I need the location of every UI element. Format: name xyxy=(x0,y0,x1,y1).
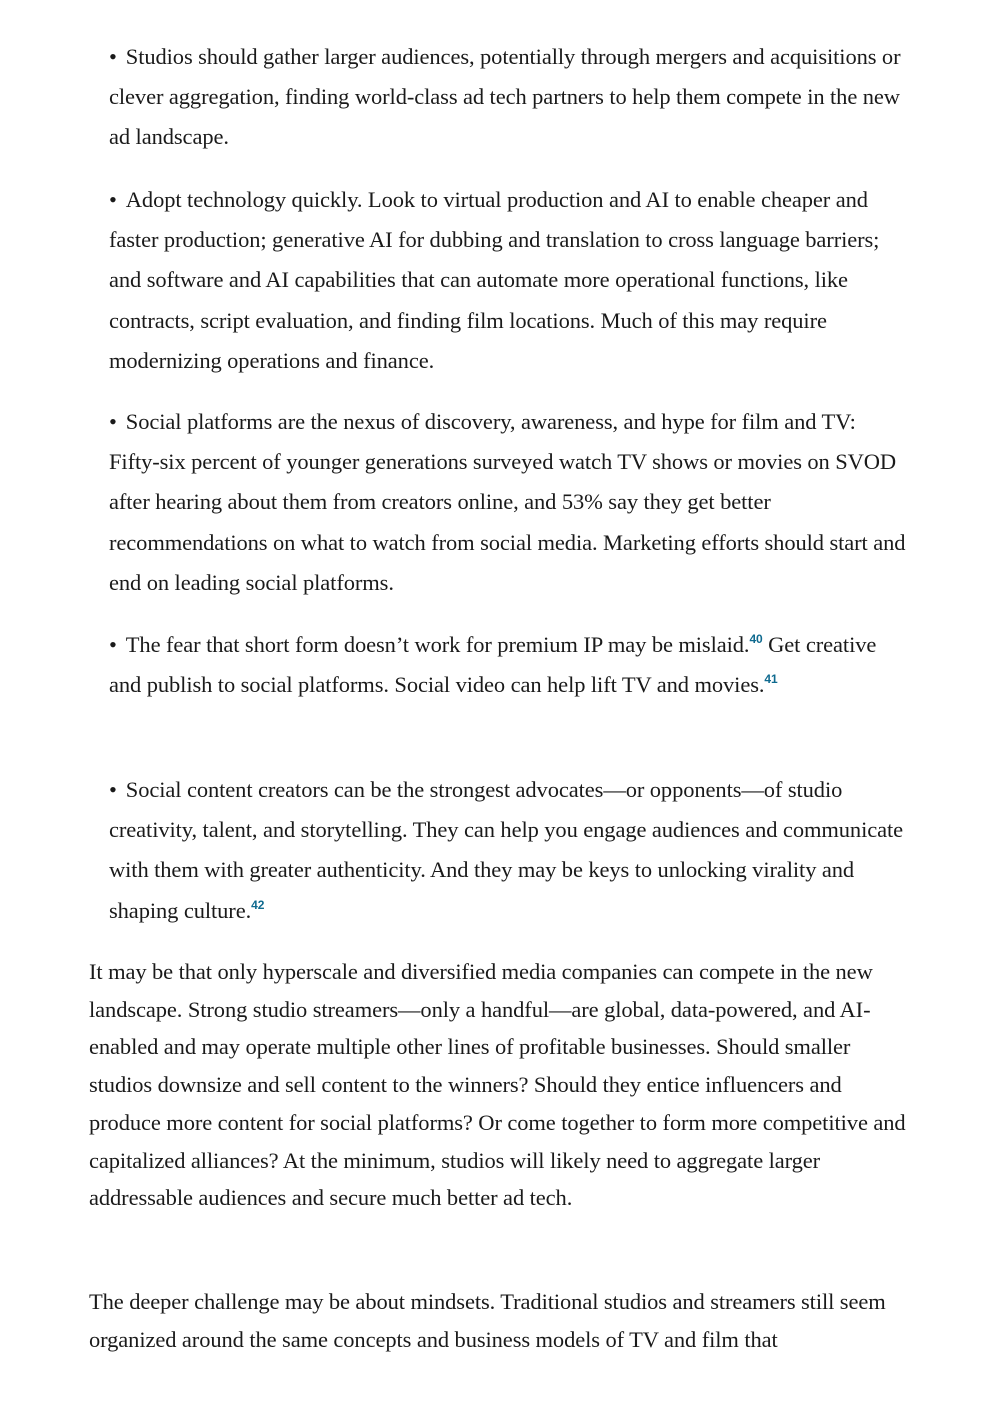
bullet-text: Social content creators can be the strongest advocates—or opponents—of studio creativity, talent, and storytelling. They can help you engage audiences and communicate with them with greater authenticity. And they may be keys to unlocking virality and shaping culture. xyxy=(109,777,904,923)
footnote-reference-42[interactable]: 42 xyxy=(251,897,265,912)
body-paragraph: The deeper challenge may be about mindsets. Traditional studios and streamers still seem organized around the same concepts and business models of TV and film that xyxy=(89,1289,886,1352)
bullet-marker: • xyxy=(109,777,117,802)
bullet-text: Studios should gather larger audiences, potentially through mergers and acquisitions or clever aggregation, finding world-class ad tech partners to help them compete in the new ad landscape. xyxy=(109,44,901,150)
bullet-marker: • xyxy=(109,409,117,434)
body-paragraph: It may be that only hyperscale and diversified media companies can compete in the new landscape. Strong studio streamers—only a handful—are global, data-powered, and AI-enabled and may operate multiple other lines of profitable businesses. Should smaller studios downsize and sell content to the winners? Should they entice influencers and produce more content for social platforms? Or come together to form more competitive and capitalized alliances? At the minimum, studios will likely need to aggregate larger addressable audiences and secure much better ad tech. xyxy=(89,959,906,1211)
bullet-marker: • xyxy=(109,632,117,657)
footnote-reference-40[interactable]: 40 xyxy=(749,632,763,646)
bullet-item xyxy=(109,625,909,705)
bullet-item xyxy=(109,402,909,603)
bullet-text: Get creative and publish to social platforms. Social video can help lift TV and movies. xyxy=(109,632,877,698)
bullet-text: Adopt technology quickly. Look to virtual production and AI to enable cheaper and faster production; generative AI for dubbing and translation to cross language barriers; and software and AI capabilities that can automate more operational functions, like contracts, script evaluation, and finding film locations. Much of this may require modernizing operations and finance. xyxy=(109,187,880,373)
bullet-item xyxy=(109,37,909,158)
footnote-reference-41[interactable]: 41 xyxy=(764,672,778,687)
bullet-marker: • xyxy=(109,44,117,69)
bullet-text: Social platforms are the nexus of discovery, awareness, and hype for film and TV: Fifty-six percent of younger generations surveyed watch TV shows or movies on SVOD after hearing about them from creators online, and 53% say they get better recommendations on what to watch from social media. Marketing efforts should start and end on leading social platforms. xyxy=(109,409,906,595)
bullet-text: The fear that short form doesn’t work for premium IP may be mislaid. xyxy=(125,632,750,657)
bullet-marker: • xyxy=(109,187,117,212)
bullet-item xyxy=(109,770,909,931)
bullet-item xyxy=(109,180,909,381)
